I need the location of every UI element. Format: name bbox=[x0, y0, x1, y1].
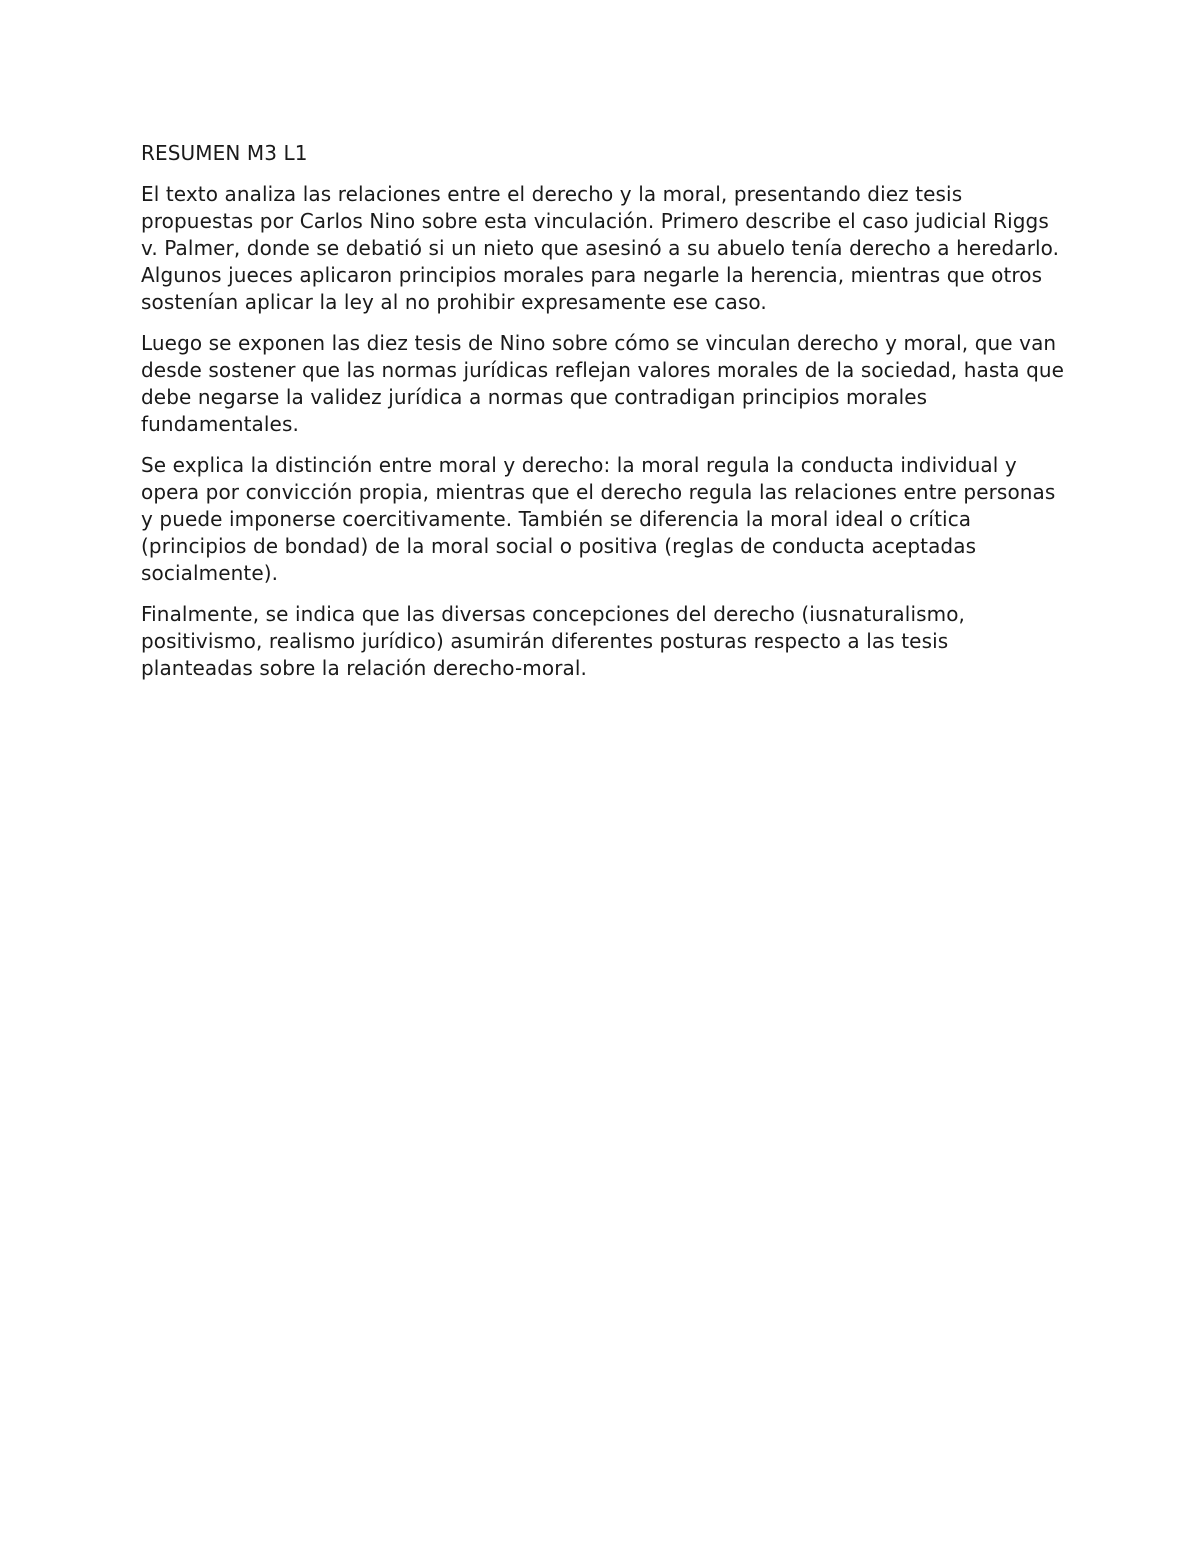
paragraph-1: El texto analiza las relaciones entre el derecho y la moral, presentando diez tesis propuestas por Carlos Nino sobre esta vinculación. Primero describe el caso judicial Riggs v. Palmer, donde se debatió si un nieto que asesinó a su abuelo tenía derecho a heredarlo. Algunos jueces aplicaron principios morales para negarle la herencia, mientras que otros sostenían aplicar la ley al no prohibir expresamente ese caso. bbox=[141, 182, 1060, 314]
paragraph-3: Se explica la distinción entre moral y derecho: la moral regula la conducta individual y opera por convicción propia, mientras que el derecho regula las relaciones entre personas y puede imponerse coercitivamente. También se diferencia la moral ideal o crítica (principios de bondad) de la moral social o positiva (reglas de conducta aceptadas socialmente). bbox=[141, 453, 1056, 585]
paragraph-2: Luego se exponen las diez tesis de Nino sobre cómo se vinculan derecho y moral, que van desde sostener que las normas jurídicas reflejan valores morales de la sociedad, hasta que debe negarse la validez jurídica a normas que contradigan principios morales fundamentales. bbox=[141, 331, 1065, 436]
document-body bbox=[141, 140, 1066, 696]
paragraph-4: Finalmente, se indica que las diversas concepciones del derecho (iusnaturalismo, positivismo, realismo jurídico) asumirán diferentes posturas respecto a las tesis planteadas sobre la relación derecho-moral. bbox=[141, 602, 965, 680]
document-title: RESUMEN M3 L1 bbox=[141, 141, 308, 165]
